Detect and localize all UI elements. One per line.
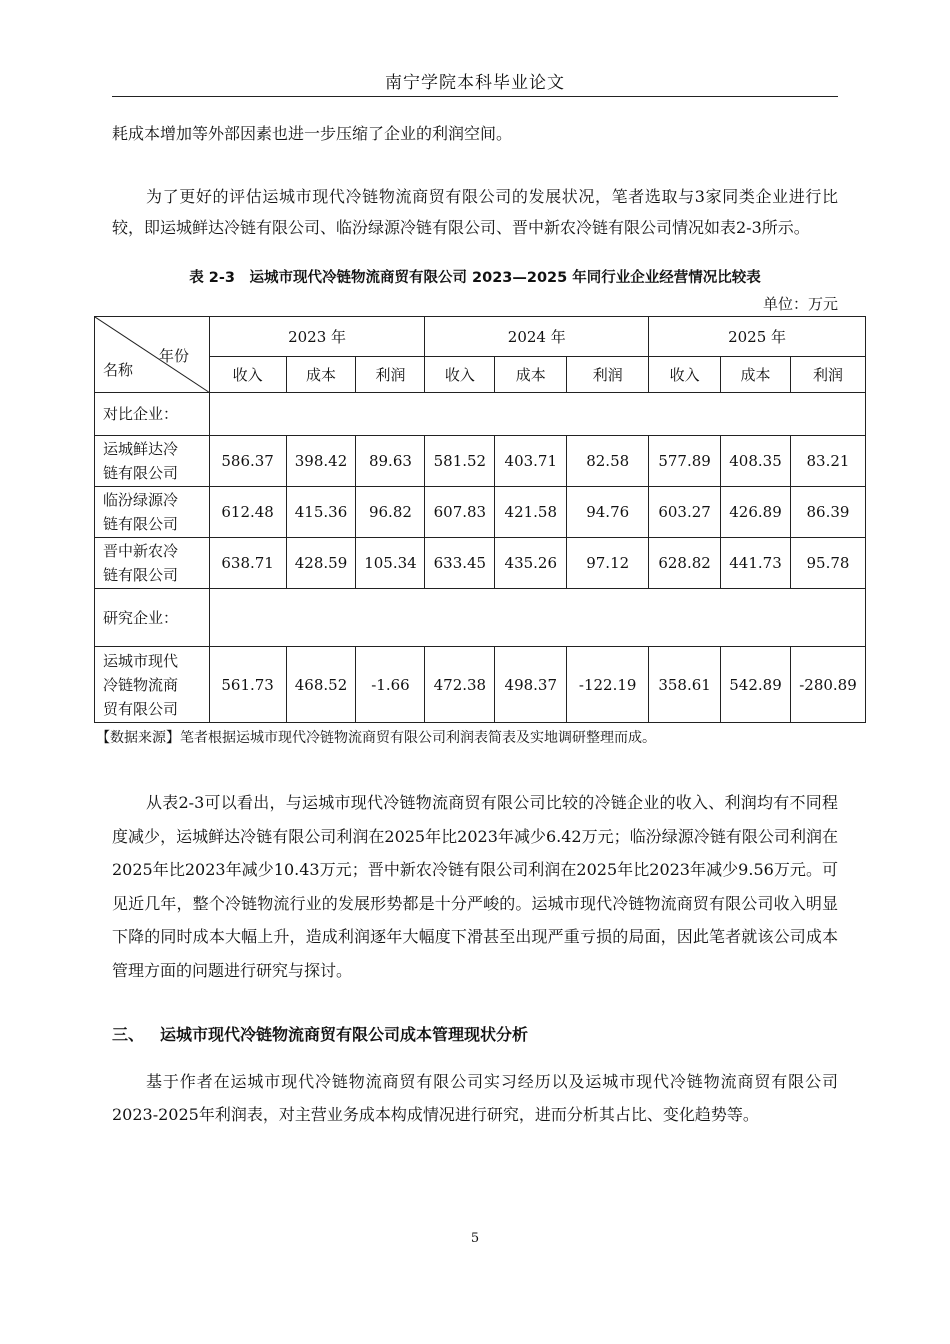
company-name-line: 运城鲜达冷 [103, 440, 179, 458]
subheader-cell: 成本 [495, 357, 567, 393]
table-caption: 表 2-3 运城市现代冷链物流商贸有限公司 2023—2025 年同行业企业经营情况比较表 [189, 270, 761, 286]
paragraph-continuation: 耗成本增加等外部因素也进一步压缩了企业的利润空间。 [112, 124, 513, 143]
value-cell: 628.82 [649, 538, 721, 589]
comparison-table [94, 316, 866, 723]
value-cell: 421.58 [495, 487, 567, 538]
company-name-line: 链有限公司 [103, 515, 179, 533]
value-cell: 97.12 [567, 538, 649, 589]
group-label-compare: 对比企业： [95, 393, 210, 436]
table-year-header-row [95, 317, 866, 357]
paragraph-section-intro: 基于作者在运城市现代冷链物流商贸有限公司实习经历以及运城市现代冷链物流商贸有限公司2023-2025年利润表，对主营业务成本构成情况进行研究，进而分析其占比、变化趋势等。 [112, 1072, 838, 1124]
subheader-cell: 收入 [649, 357, 721, 393]
value-cell: 89.63 [356, 436, 425, 487]
table-group-row [95, 393, 866, 436]
company-name-line: 链有限公司 [103, 464, 179, 482]
table-corner-cell [95, 317, 210, 393]
empty-group-cell [209, 393, 865, 436]
header-title: 南宁学院本科毕业论文 [385, 73, 565, 93]
value-cell: 638.71 [209, 538, 286, 589]
year-header: 2024 年 [425, 317, 649, 357]
table-row-study [95, 647, 866, 723]
page-header [112, 62, 838, 97]
value-cell: 612.48 [209, 487, 286, 538]
company-name-line: 临汾绿源冷 [103, 491, 179, 509]
value-cell: 441.73 [721, 538, 791, 589]
value-cell: 603.27 [649, 487, 721, 538]
table-row [95, 538, 866, 589]
company-name-cell [95, 538, 210, 589]
value-cell: 94.76 [567, 487, 649, 538]
empty-group-cell [209, 589, 865, 647]
section-title: 运城市现代冷链物流商贸有限公司成本管理现状分析 [160, 1025, 529, 1044]
company-name-line: 链有限公司 [103, 566, 179, 584]
value-cell: -122.19 [567, 647, 649, 723]
company-name-line: 贸有限公司 [103, 699, 179, 718]
table-row [95, 436, 866, 487]
value-cell: 607.83 [425, 487, 495, 538]
company-name-cell [95, 436, 210, 487]
value-cell: 403.71 [495, 436, 567, 487]
value-cell: 83.21 [790, 436, 865, 487]
subheader-cell: 利润 [567, 357, 649, 393]
value-cell: 542.89 [721, 647, 791, 723]
table-subheader-row [95, 357, 866, 393]
year-header: 2025 年 [649, 317, 866, 357]
company-name-line: 晋中新农冷 [103, 542, 179, 560]
value-cell: 96.82 [356, 487, 425, 538]
value-cell: 472.38 [425, 647, 495, 723]
paragraph-intro: 为了更好的评估运城市现代冷链物流商贸有限公司的发展状况，笔者选取与3家同类企业进行比较，即运城鲜达冷链有限公司、临汾绿源冷链有限公司、晋中新农冷链有限公司情况如表2-3所示。 [112, 187, 838, 237]
subheader-cell: 收入 [209, 357, 286, 393]
value-cell: 86.39 [790, 487, 865, 538]
table-source-note: 【数据来源】笔者根据运城市现代冷链物流商贸有限公司利润表简表及实地调研整理而成。 [96, 730, 656, 746]
subheader-cell: 成本 [721, 357, 791, 393]
value-cell: 398.42 [286, 436, 356, 487]
table-group-row [95, 589, 866, 647]
subheader-cell: 利润 [356, 357, 425, 393]
value-cell: 82.58 [567, 436, 649, 487]
table-unit: 单位：万元 [762, 295, 838, 313]
company-name-cell [95, 487, 210, 538]
value-cell: 561.73 [209, 647, 286, 723]
table-row [95, 487, 866, 538]
value-cell: 468.52 [286, 647, 356, 723]
value-cell: 586.37 [209, 436, 286, 487]
section-heading [112, 1022, 528, 1045]
subheader-cell: 利润 [790, 357, 865, 393]
value-cell: 428.59 [286, 538, 356, 589]
value-cell: 95.78 [790, 538, 865, 589]
value-cell: 408.35 [721, 436, 791, 487]
company-name-line: 运城市现代 [103, 651, 179, 670]
value-cell: 633.45 [425, 538, 495, 589]
value-cell: 581.52 [425, 436, 495, 487]
value-cell: 426.89 [721, 487, 791, 538]
section-number: 三、 [112, 1025, 145, 1044]
group-label-study: 研究企业： [95, 589, 210, 647]
value-cell: 358.61 [649, 647, 721, 723]
value-cell: 498.37 [495, 647, 567, 723]
company-name-line: 冷链物流商 [103, 675, 179, 694]
corner-year-label: 年份 [159, 347, 190, 365]
corner-name-label: 名称 [103, 361, 134, 379]
subheader-cell: 收入 [425, 357, 495, 393]
value-cell: -280.89 [790, 647, 865, 723]
company-name-cell [95, 647, 210, 723]
year-header: 2023 年 [209, 317, 425, 357]
value-cell: 415.36 [286, 487, 356, 538]
value-cell: 577.89 [649, 436, 721, 487]
value-cell: -1.66 [356, 647, 425, 723]
page-number: 5 [470, 1231, 480, 1246]
subheader-cell: 成本 [286, 357, 356, 393]
paragraph-analysis: 从表2-3可以看出，与运城市现代冷链物流商贸有限公司比较的冷链企业的收入、利润均有不同程度减少，运城鲜达冷链有限公司利润在2025年比2023年减少6.42万元；临汾绿源冷链有限公司利润在2025年比2023年减少10.43万元；晋中新农冷链有限公司利润在2025年比2023年减少9.56万元。可见近几年，整个冷链物流行业的发展形势都是十分严峻的。运城市现代冷链物流商贸有限公司收入明显下降的同时成本大幅上升，造成利润逐年大幅度下滑甚至出现严重亏损的局面，因此笔者就该公司成本管理方面的问题进行研究与探讨。 [112, 793, 838, 980]
value-cell: 435.26 [495, 538, 567, 589]
value-cell: 105.34 [356, 538, 425, 589]
diagonal-line [95, 317, 209, 392]
